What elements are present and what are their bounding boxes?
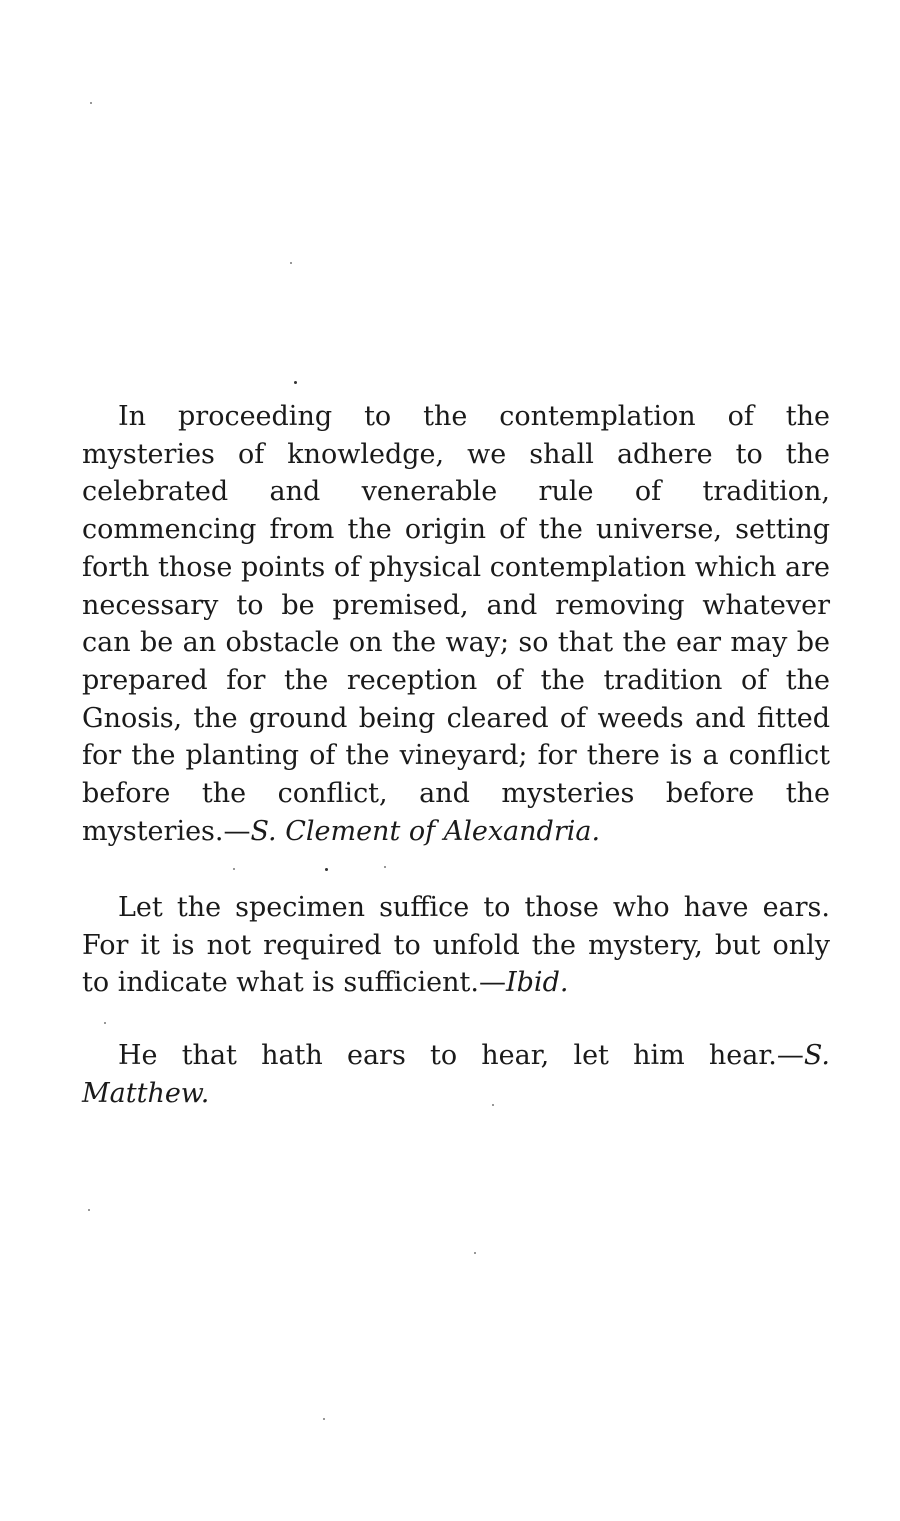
scan-speck xyxy=(323,1418,325,1420)
scan-speck xyxy=(88,1209,90,1211)
quotation-paragraph xyxy=(82,1037,830,1112)
scan-speck xyxy=(90,102,92,104)
quotation-matthew xyxy=(82,1037,830,1112)
quotation-text: He that hath ears to hear, let him hear.— xyxy=(118,1040,804,1071)
scan-speck xyxy=(104,1022,106,1024)
quotation-ibid xyxy=(82,889,830,1002)
scan-speck xyxy=(294,381,297,384)
scan-speck xyxy=(233,868,235,870)
quotation-clement xyxy=(82,398,830,850)
quotation-text: Let the specimen suffice to those who have ears. For it is not required to unfold the mystery, but only to indicate what is sufficient.— xyxy=(82,892,830,999)
quotation-paragraph xyxy=(82,889,830,1002)
quotation-attribution: S. Clement of Alexandria. xyxy=(250,815,601,847)
scan-speck xyxy=(325,868,328,871)
quotation-paragraph xyxy=(82,398,830,850)
scan-speck xyxy=(290,262,292,264)
quotation-attribution: S. Matthew. xyxy=(82,1040,830,1109)
scan-speck xyxy=(474,1252,476,1254)
quotation-text: In proceeding to the contemplation of the mysteries of knowledge, we shall adhere to the celebrated and venerable rule of tradition, commencing from the origin of the universe, setting forth those points of physical contemplation which are necessary to be premised, and removing whatever can be an obstacle on the way; so that the ear may be prepared for the reception of the tradition of the Gnosis, the ground being cleared of weeds and fitted for the planting of the vineyard; for there is a conflict before the conflict, and mysteries before the mysteries.— xyxy=(82,401,830,847)
scan-speck xyxy=(384,866,386,868)
quotation-attribution: Ibid. xyxy=(505,967,569,999)
